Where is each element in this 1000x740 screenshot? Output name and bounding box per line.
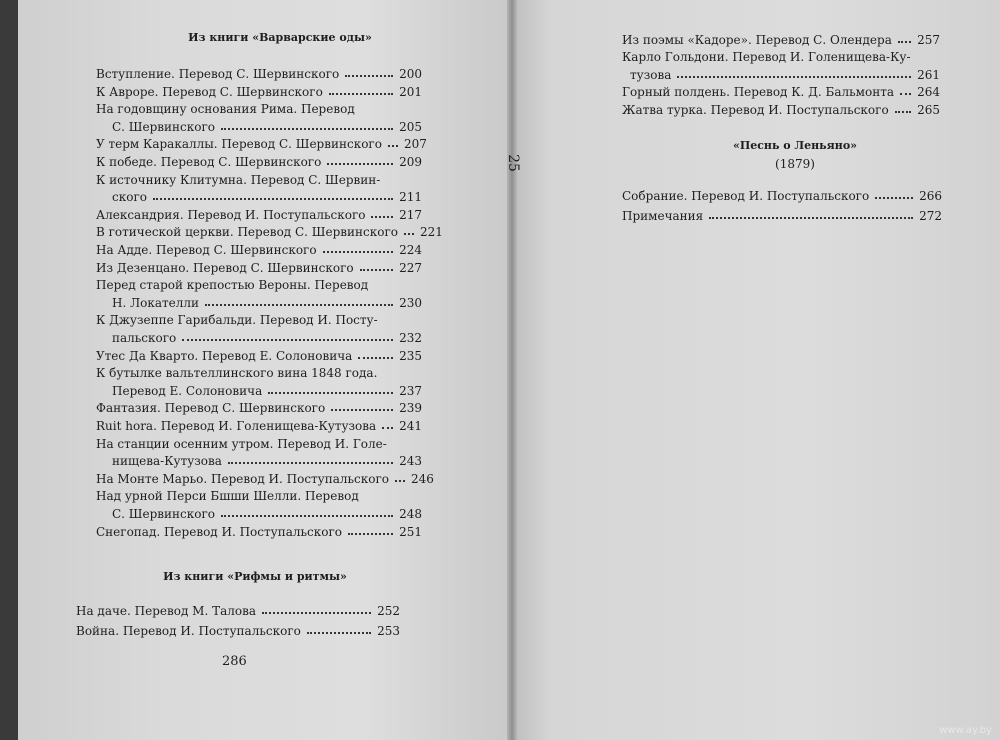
toc-entry-line: Карло Гольдони. Перевод И. Голенищева-Ку- <box>622 50 911 65</box>
toc-entry <box>96 137 427 152</box>
toc-page-number: 241 <box>399 419 422 433</box>
dot-leader <box>327 163 393 165</box>
dot-leader <box>895 111 911 113</box>
toc-entry-title: На Адде. Перевод С. Шервинского <box>96 243 317 257</box>
toc-page-number: 253 <box>377 624 400 638</box>
dot-leader <box>875 197 913 199</box>
toc-entry <box>96 208 422 222</box>
toc-entry <box>96 419 422 433</box>
dot-leader <box>221 515 393 517</box>
toc-entry-title: Горный полдень. Перевод К. Д. Бальмонта <box>622 85 895 100</box>
toc-entry <box>112 120 422 134</box>
toc-page-number: 221 <box>420 225 443 240</box>
dot-leader <box>358 357 393 359</box>
toc-entry <box>96 261 422 275</box>
toc-entry-title: Александрия. Перевод И. Поступальского <box>96 207 366 222</box>
dot-leader <box>307 632 371 634</box>
dot-leader <box>182 339 393 341</box>
toc-entry-title: К победе. Перевод С. Шервинского <box>96 155 322 169</box>
toc-page-number: 211 <box>399 190 422 205</box>
toc-entry <box>96 225 443 240</box>
toc-entry-line: На годовщину основания Рима. Перевод <box>96 102 355 117</box>
toc-entry-title: пальского <box>112 331 177 345</box>
toc-entry <box>112 384 422 398</box>
dot-leader <box>388 145 398 147</box>
toc-page-number: 232 <box>399 331 422 345</box>
toc-entry-title: К Авроре. Перевод С. Шервинского <box>96 84 323 99</box>
toc-entry-line: На станции осенним утром. Перевод И. Голе- <box>96 436 387 451</box>
toc-page-number: 217 <box>399 207 422 222</box>
toc-entry <box>96 349 422 363</box>
dot-leader <box>371 216 393 218</box>
toc-entry-title: С. Шервинского <box>112 507 215 521</box>
toc-page-number: 237 <box>399 383 422 398</box>
toc-entry-title: Вступление. Перевод С. Шервинского <box>96 67 340 81</box>
dot-leader <box>677 76 911 78</box>
toc-entry <box>76 624 400 638</box>
dot-leader <box>268 392 393 394</box>
toc-page-number: 205 <box>399 119 422 134</box>
toc-entry <box>112 190 422 204</box>
toc-entry-title: Снегопад. Перевод И. Поступальского <box>96 524 342 539</box>
toc-page-number: 272 <box>919 209 942 223</box>
toc-entry-title: В готической церкви. Перевод С. Шервинского <box>96 225 398 240</box>
toc-page-number: 266 <box>919 189 942 203</box>
toc-entry-title: ского <box>112 190 147 205</box>
page-number-left: 286 <box>222 654 247 669</box>
toc-entry <box>622 209 942 223</box>
toc-entry <box>622 33 940 47</box>
toc-entry <box>630 68 940 82</box>
toc-entry <box>76 604 400 618</box>
dot-leader <box>329 93 393 95</box>
toc-entry <box>112 296 422 310</box>
dot-leader <box>404 233 414 235</box>
dot-leader <box>360 269 394 271</box>
toc-page-number: 264 <box>917 85 940 100</box>
toc-entry-line: К Джузеппе Гарибальди. Перевод И. Посту- <box>96 313 378 328</box>
toc-entry-title: Война. Перевод И. Поступальского <box>76 624 301 638</box>
dot-leader <box>709 217 913 219</box>
dot-leader <box>153 198 393 200</box>
rotated-page-number: 25 <box>504 154 521 172</box>
toc-page-number: 235 <box>399 348 422 363</box>
dot-leader <box>331 409 393 411</box>
section-title-legnano: «Песнь о Леньяно» <box>732 139 858 152</box>
toc-page-number: 248 <box>399 507 422 521</box>
book-spine <box>507 0 517 740</box>
toc-page-number: 200 <box>399 67 422 81</box>
toc-entry <box>96 67 422 81</box>
toc-entry <box>96 525 422 539</box>
section-title-rhymes-rhythms: Из книги «Рифмы и ритмы» <box>163 570 347 583</box>
toc-entry <box>96 401 422 415</box>
toc-entry-title: У терм Каракаллы. Перевод С. Шервинского <box>96 137 382 152</box>
toc-page-number: 207 <box>403 137 427 152</box>
toc-entry <box>622 103 940 117</box>
toc-page-number: 239 <box>399 401 422 416</box>
toc-entry-title: тузова <box>630 67 672 82</box>
toc-page-number: 227 <box>399 260 422 275</box>
toc-entry-title: На Монте Марьо. Перевод И. Поступальского <box>96 471 390 486</box>
toc-page-number: 251 <box>399 524 422 539</box>
toc-entry-line: К источнику Клитумна. Перевод С. Шервин- <box>96 172 381 187</box>
toc-entry <box>622 85 940 99</box>
toc-entry-title: Собрание. Перевод И. Поступальского <box>622 189 870 203</box>
toc-entry-line: Над урной Перси Бшши Шелли. Перевод <box>96 489 359 504</box>
dot-leader <box>345 75 393 77</box>
toc-entry <box>112 454 422 468</box>
toc-page-number: 230 <box>399 295 422 310</box>
dot-leader <box>395 480 405 482</box>
toc-entry-title: Фантазия. Перевод С. Шервинского <box>96 401 326 416</box>
toc-entry-title: Из Дезенцано. Перевод С. Шервинского <box>96 260 354 275</box>
toc-entry <box>112 507 422 521</box>
dot-leader <box>228 462 393 464</box>
dot-leader <box>348 533 393 535</box>
toc-entry-title: Н. Локателли <box>112 295 199 310</box>
section-title-barbarian-odes: Из книги «Варварские оды» <box>188 31 372 44</box>
toc-entry-title: Перевод Е. Солоновича <box>112 383 263 398</box>
toc-page-number: 246 <box>411 471 434 486</box>
dot-leader <box>262 612 371 614</box>
toc-entry-title: Жатва турка. Перевод И. Поступальского <box>622 102 889 117</box>
dot-leader <box>898 41 911 43</box>
toc-entry-title: Утес Да Кварто. Перевод Е. Солоновича <box>96 348 353 363</box>
toc-entry-title: Из поэмы «Кадоре». Перевод С. Олендера <box>622 33 892 47</box>
toc-entry-line: К бутылке вальтеллинского вина 1848 года. <box>96 366 378 381</box>
dot-leader <box>221 128 393 130</box>
section-year-legnano: (1879) <box>775 157 815 171</box>
toc-entry <box>112 331 422 345</box>
toc-entry-title: Ruit hora. Перевод И. Голенищева-Кутузова <box>96 419 377 433</box>
toc-entry <box>96 85 422 99</box>
toc-page-number: 243 <box>399 454 422 469</box>
toc-entry-title: С. Шервинского <box>112 119 215 134</box>
toc-entry <box>96 243 422 257</box>
toc-entry-title: нищева-Кутузова <box>112 454 222 469</box>
dot-leader <box>323 251 394 253</box>
toc-page-number: 224 <box>399 243 422 257</box>
watermark-text: www.ay.by <box>939 725 992 736</box>
toc-page-number: 209 <box>399 155 422 169</box>
dot-leader <box>205 304 393 306</box>
toc-page-number: 201 <box>399 84 422 99</box>
dot-leader <box>382 427 393 429</box>
toc-page-number: 252 <box>377 604 400 618</box>
toc-page-number: 257 <box>917 33 940 47</box>
toc-page-number: 261 <box>917 67 940 82</box>
toc-entry-title: Примечания <box>622 209 704 223</box>
toc-entry <box>96 155 422 169</box>
toc-entry <box>96 471 434 486</box>
dot-leader <box>900 93 911 95</box>
toc-page-number: 265 <box>917 102 940 117</box>
toc-entry-title: На даче. Перевод М. Талова <box>76 604 257 618</box>
toc-entry <box>622 189 942 203</box>
toc-entry-line: Перед старой крепостью Вероны. Перевод <box>96 278 369 293</box>
